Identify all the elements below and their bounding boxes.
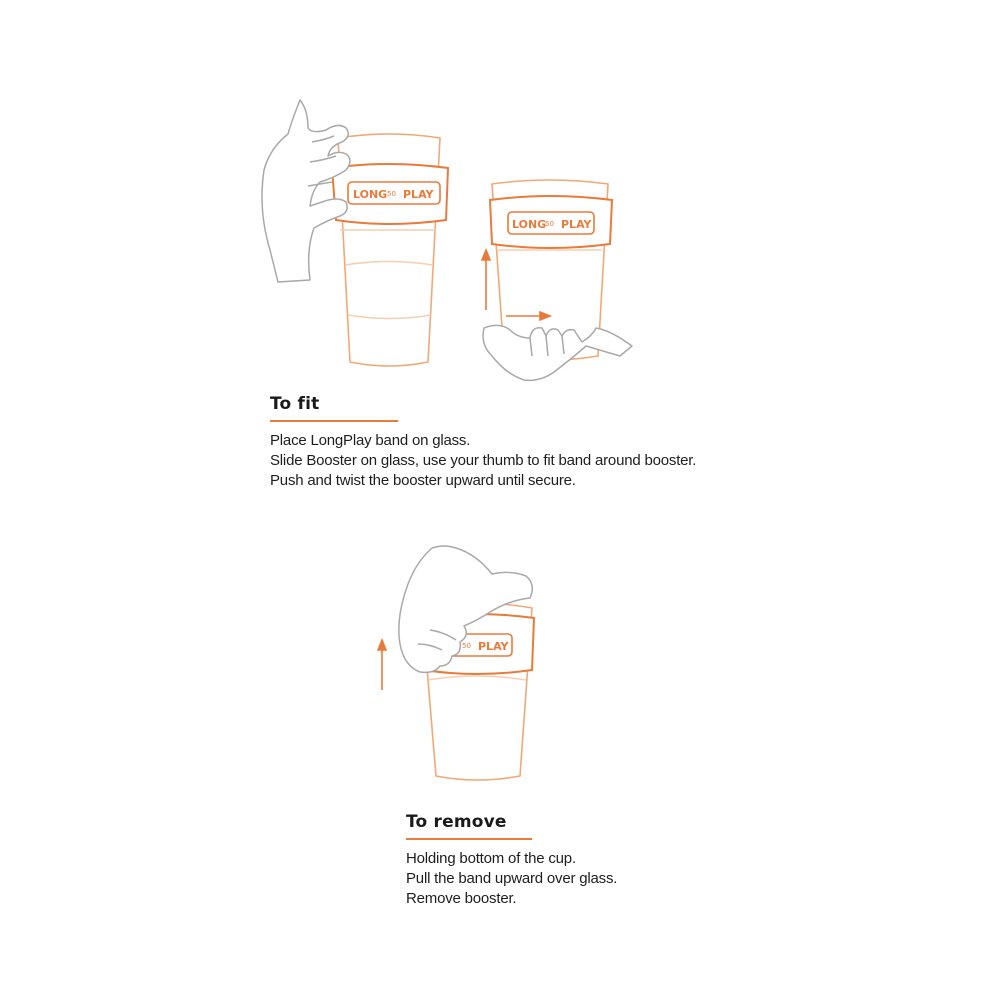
to-fit-instructions [270, 431, 696, 491]
upward-arrow-icon [482, 250, 490, 310]
longplay-band [490, 196, 612, 248]
heading-underline [406, 838, 532, 840]
band-logo-mid: 50 [462, 642, 471, 650]
to-fit-heading: To fit [270, 394, 320, 414]
instruction-line: Remove booster. [406, 890, 517, 907]
fit-band-illustration [250, 90, 450, 380]
band-logo-right: PLAY [478, 640, 509, 653]
band-logo-left: LONG [353, 188, 388, 201]
hand-icon [483, 325, 632, 380]
band-logo-right: PLAY [403, 188, 434, 201]
band-logo-left: LONG [512, 218, 547, 231]
longplay-band [332, 164, 448, 224]
to-fit-section [270, 394, 696, 491]
heading-underline [270, 420, 398, 422]
instruction-line: Place LongPlay band on glass. [270, 432, 471, 449]
fit-booster-illustration [470, 160, 640, 390]
band-logo-mid: 50 [387, 190, 396, 198]
upward-arrow-icon [378, 640, 386, 690]
to-remove-instructions [406, 849, 617, 909]
instruction-line: Pull the band upward over glass. [406, 870, 618, 887]
to-remove-section [406, 812, 617, 909]
remove-band-illustration [360, 540, 580, 790]
instruction-line: Push and twist the booster upward until secure. [270, 472, 576, 489]
instruction-line: Slide Booster on glass, use your thumb to fit band around booster. [270, 452, 697, 469]
band-logo-right: PLAY [561, 218, 592, 231]
band-logo-mid: 50 [545, 220, 554, 228]
twist-arrow-icon [506, 312, 550, 320]
instruction-line: Holding bottom of the cup. [406, 850, 576, 867]
to-remove-heading: To remove [406, 812, 507, 832]
